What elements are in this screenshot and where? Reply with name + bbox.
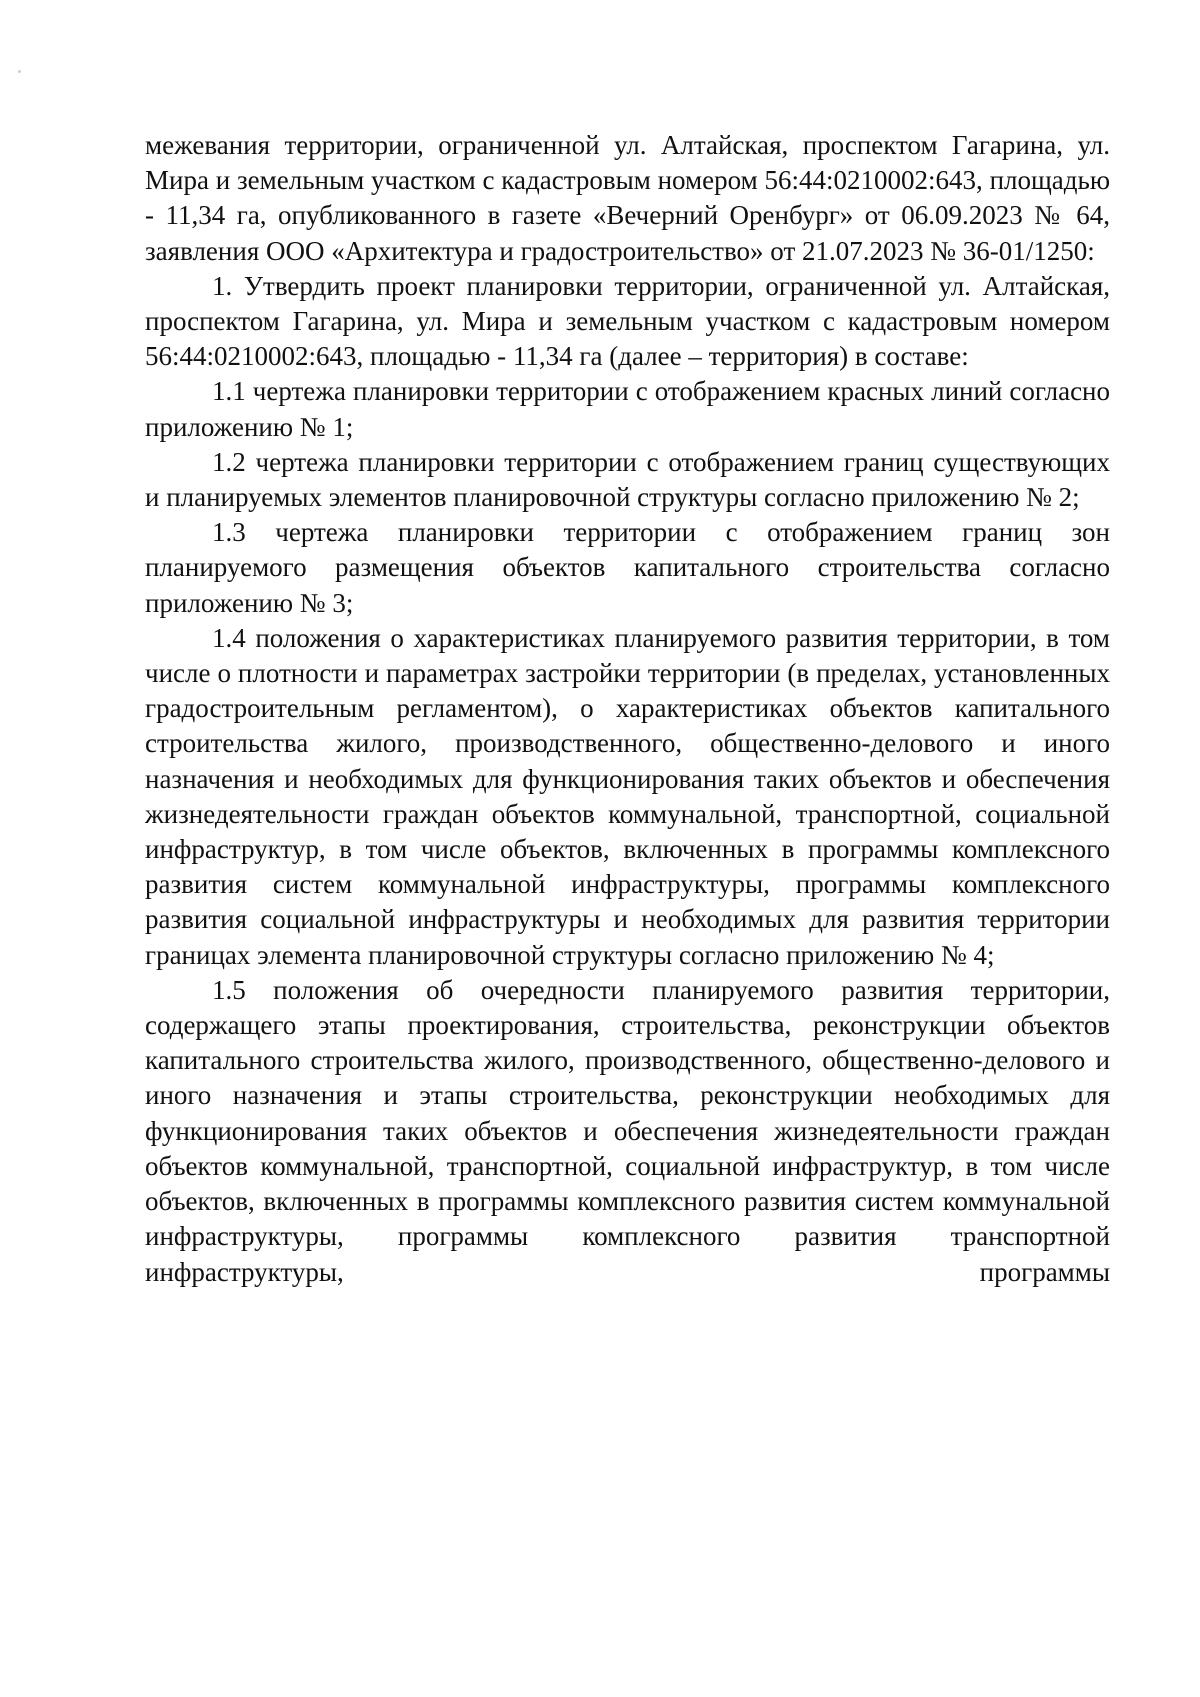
paragraph-item-1-4: 1.4 положения о характеристиках планируемого развития территории, в том числе о плотности и параметрах застройки территории (в пределах, установленных градостроительным регламентом), о характеристиках объектов капитального строительства жилого, производственного, общественно-делового и иного назначения и необходимых для функционирования таких объектов и обеспечения жизнедеятельности граждан объектов коммунальной, транспортной, социальной инфраструктур, в том числе объектов, включенных в программы комплексного развития систем коммунальной инфраструктуры, программы комплексного развития социальной инфраструктуры и необходимых для развития территории границах элемента планировочной структуры согласно приложению № 4; [145,622,1110,970]
paragraph-item-1-5: 1.5 положения об очередности планируемого развития территории, содержащего этапы проектирования, строительства, реконструкции объектов капитального строительства жилого, производственного, общественно-делового и иного назначения и этапы строительства, реконструкции необходимых для функционирования таких объектов и обеспечения жизнедеятельности граждан объектов коммунальной, транспортной, социальной инфраструктур, в том числе объектов, включенных в программы комплексного развития систем коммунальной инфраструктуры, программы комплексного развития транспортной инфраструктуры, программы [145,974,1110,1287]
paragraph-item-1-3: 1.3 чертежа планировки территории с отображением границ зон планируемого размещения объектов капитального строительства согласно приложению № 3; [145,517,1110,618]
paragraph-item-1-2: 1.2 чертежа планировки территории с отображением границ существующих и планируемых элементов планировочной структуры согласно приложению № 2; [145,446,1110,513]
paragraph-item-1: 1. Утвердить проект планировки территории, ограниченной ул. Алтайская, проспектом Гагарина, ул. Мира и земельным участком с кадастровым номером 56:44:0210002:643, площадью - 11,34 га (далее – территория) в составе: [145,270,1110,372]
scan-speck [18,70,21,73]
document-body [145,128,1110,1290]
paragraph-item-1-1: 1.1 чертежа планировки территории с отображением красных линий согласно приложению № 1; [145,376,1110,442]
paragraph-intro: межевания территории, ограниченной ул. Алтайская, проспектом Гагарина, ул. Мира и земельным участком с кадастровым номером 56:44:0210002:643, площадью - 11,34 га, опубликованного в газете «Вечерний Оренбург» от 06.09.2023 № 64, заявления ООО «Архитектура и градостроительство» от 21.07.2023 № 36-01/1250: [145,130,1110,266]
